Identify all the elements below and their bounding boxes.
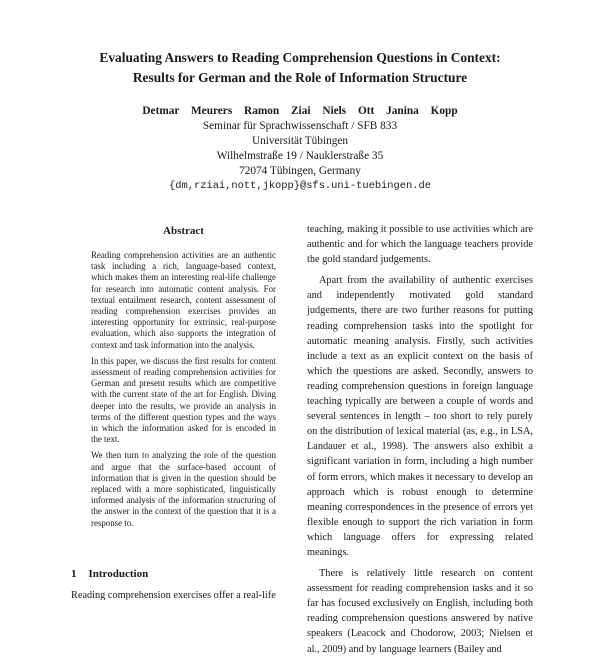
author-name: Niels Ott — [322, 105, 375, 117]
author-name: Ramon Ziai — [244, 105, 311, 117]
abstract-paragraph: Reading comprehension activities are an authentic task including a rich, language-based context, which makes them an interesting real-life challenge for research into automatic content analysis. For textual entailment research, content assessment of reading comprehension exercises provides an interesting opportunity for extrinsic, real-purpose evaluation, which also supports the integration of context and task information into the analysis. — [91, 250, 276, 350]
section-heading-introduction — [71, 568, 296, 580]
section-title: Introduction — [88, 568, 149, 580]
affiliation-street: Wilhelmstraße 19 / Nauklerstraße 35 — [216, 150, 384, 162]
body-paragraph: teaching, making it possible to use activities which are authentic and for which the language teachers provide the gold standard judgements. — [307, 224, 533, 266]
affiliation-city: 72074 Tübingen, Germany — [239, 165, 361, 177]
author-name: Janina Kopp — [386, 105, 458, 117]
title-line-1: Evaluating Answers to Reading Comprehension Questions in Context: — [99, 50, 501, 65]
affiliation-university: Universität Tübingen — [251, 135, 349, 147]
affiliation-block — [80, 119, 520, 194]
body-paragraph: There is relatively little research on content assessment for reading comprehension tasks and it so far has focused exclusively on English, including both reading comprehension questions answered by native speakers (Leacock and Chodorow, 2003; Nielsen et al., 2009) and by language learners (Bailey and — [307, 568, 533, 655]
abstract-heading: Abstract — [163, 225, 204, 237]
abstract-body — [91, 250, 276, 534]
abstract-paragraph: We then turn to analyzing the role of the question and argue that the surface-based account of information that is given in the question should be replaced with a more sophisticated, linguistically informed analysis of the information structuring of the answer in the context of the question that it is a response to. — [91, 450, 276, 528]
abstract-paragraph: In this paper, we discuss the first results for content assessment of reading comprehension activities for German and present results which are competitive with the current state of the art for English. Diving deeper into the results, we provide an analysis in terms of the different question types and the ways in which the information asked for is encoded in the text. — [91, 355, 276, 445]
body-paragraph: Apart from the availability of authentic exercises and independently motivated gold standard judgements, there are two further reasons for putting reading comprehension tasks into the spotlight for automatic meaning analysis. Firstly, such activities include a text as an explicit context on the basis of which the questions are asked. Secondly, answers to reading comprehension questions in foreign language teaching typically are between a couple of words and several sentences in length – too short to rely purely on the distribution of lexical material (as, e.g., in LSA, Landauer et al., 1998). The answers also exhibit a significant variation in form, including a high number of form errors, which makes it necessary to develop an approach which is robust enough to determine meaning correspondences in the presence of errors yet flexible enough to support the rich variation in form which language offers for expressing related meanings. — [307, 275, 533, 558]
section-number: 1 — [71, 568, 77, 580]
right-column-body — [307, 222, 533, 663]
author-emails: {dm,rziai,nott,jkopp}@sfs.uni-tuebingen.de — [169, 180, 431, 192]
paper-title — [60, 48, 540, 88]
title-line-2: Results for German and the Role of Information Structure — [132, 70, 468, 85]
author-list — [80, 104, 520, 119]
introduction-first-line: Reading comprehension exercises offer a real-life — [71, 590, 276, 600]
affiliation-institute: Seminar für Sprachwissenschaft / SFB 833 — [202, 120, 398, 132]
author-name: Detmar Meurers — [142, 105, 233, 117]
